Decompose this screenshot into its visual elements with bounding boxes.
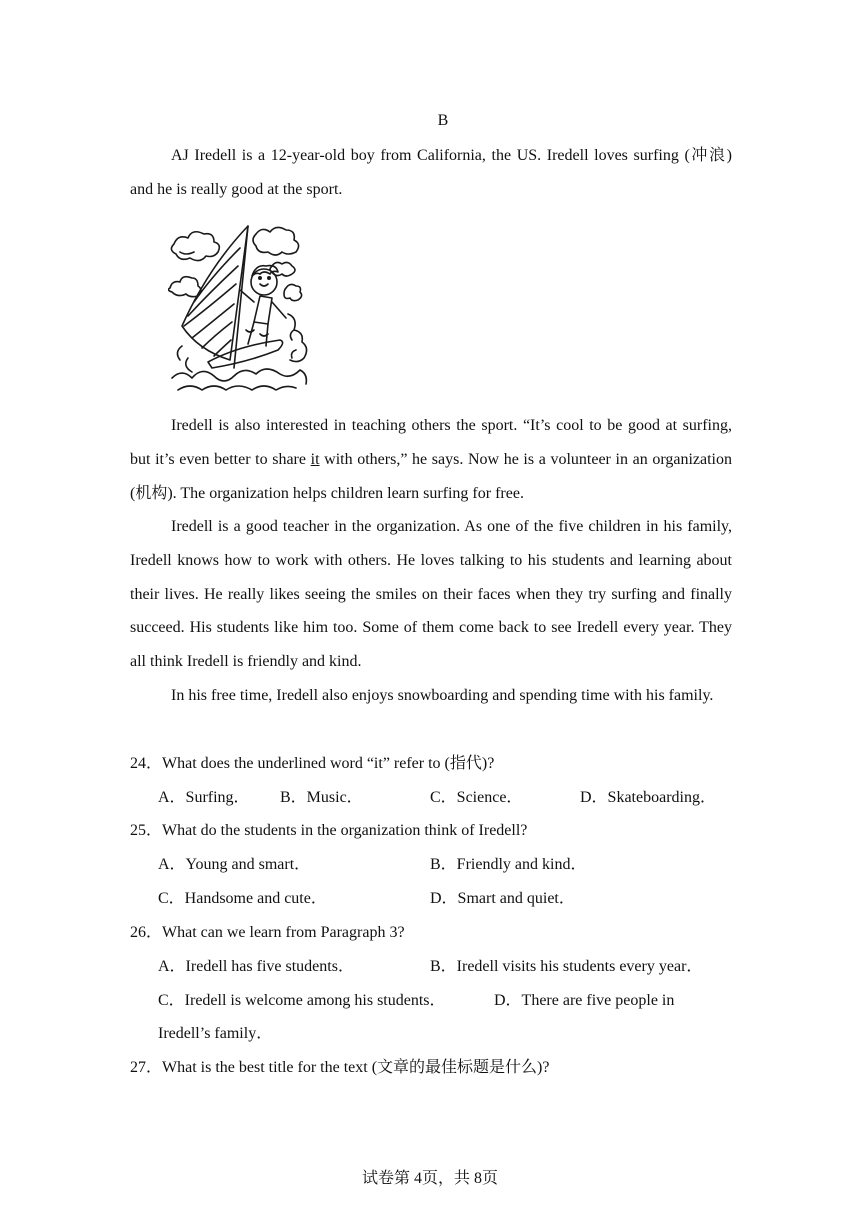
passage-paragraph-3 bbox=[130, 510, 732, 679]
question-26-option-c[interactable]: C．Iredell is welcome among his students． bbox=[158, 992, 446, 1009]
question-24-stem: 24．What does the underlined word “it” refer to (指代)? bbox=[130, 755, 495, 772]
question-25-option-a[interactable]: A．Young and smart． bbox=[158, 856, 311, 873]
question-27-stem: 27．What is the best title for the text (文章的最佳标题是什么)? bbox=[130, 1059, 550, 1076]
boy-windsurfing-icon bbox=[168, 218, 312, 400]
question-25-option-b[interactable]: B．Friendly and kind． bbox=[430, 856, 587, 873]
underlined-word-it: it bbox=[310, 450, 320, 468]
section-letter: B bbox=[437, 112, 449, 129]
passage-paragraph-2 bbox=[130, 409, 732, 510]
paragraph-4-text: In his free time, Iredell also enjoys snowboarding and spending time with his family. bbox=[171, 687, 714, 704]
question-26-option-d[interactable]: D．There are five people in bbox=[494, 992, 675, 1009]
paragraph-1-text: AJ Iredell is a 12-year-old boy from California, the US. Iredell loves surfing (冲浪) and he is really good at the sport. bbox=[130, 147, 732, 198]
question-25-option-d[interactable]: D．Smart and quiet． bbox=[430, 890, 575, 907]
question-26-option-b[interactable]: B．Iredell visits his students every year． bbox=[430, 958, 703, 975]
question-24-option-d[interactable]: D．Skateboarding． bbox=[580, 789, 716, 806]
page-footer: 试卷第 4页，共 8页 bbox=[361, 1170, 498, 1187]
passage-paragraph-1 bbox=[130, 139, 732, 207]
question-25-option-c[interactable]: C．Handsome and cute． bbox=[158, 890, 327, 907]
question-24-option-c[interactable]: C．Science． bbox=[430, 789, 523, 806]
question-26-stem: 26．What can we learn from Paragraph 3? bbox=[130, 924, 405, 941]
question-26-option-a[interactable]: A．Iredell has five students． bbox=[158, 958, 354, 975]
question-26-option-d-continued: Iredell’s family． bbox=[158, 1025, 273, 1042]
paragraph-3-text: Iredell is a good teacher in the organization. As one of the five children in his family, Iredell knows how to work with others. He loves talking to his students and learning about their lives. He really likes seeing the smiles on their faces when they try surfing and finally succeed. His students like him too. Some of them come back to see Iredell every year. They all think Iredell is friendly and kind. bbox=[130, 518, 732, 671]
question-25-stem: 25．What do the students in the organization think of Iredell? bbox=[130, 822, 528, 839]
paragraph-2-text-after: with others,” he says. Now he is a volunteer in an organization (机构). The organization helps children learn surfing for free. bbox=[130, 450, 733, 502]
question-24-option-a[interactable]: A．Surfing． bbox=[158, 789, 250, 806]
question-24-option-b[interactable]: B．Music． bbox=[280, 789, 363, 806]
paragraph-2-text-before: Iredell is also interested in teaching others the sport. “It’s cool to be good at surfing, but it’s even better to share bbox=[130, 417, 732, 468]
passage-paragraph-4 bbox=[130, 679, 732, 713]
